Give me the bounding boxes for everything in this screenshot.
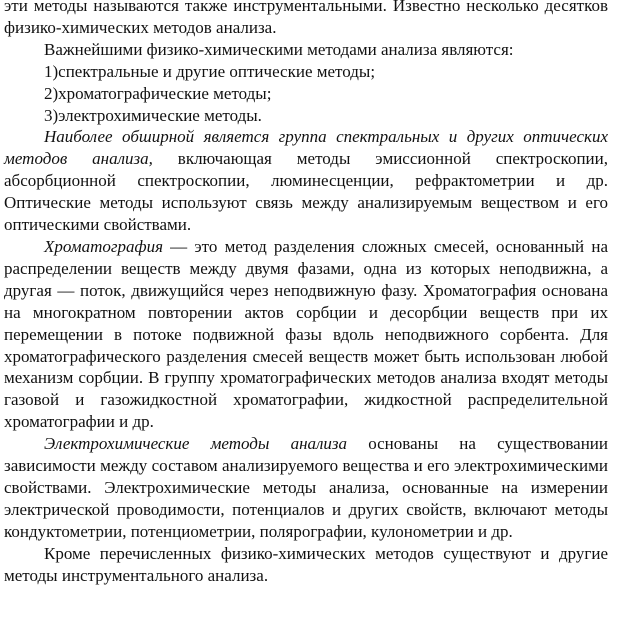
italic-term-optical: Наиболее обширной является группа спектральных и других оптических методов анализа,: [4, 127, 608, 169]
paragraph-chromatography-body: — это метод разделения сложных смесей, основанный на распределении веществ между двумя фазами, одна из которых неподвижна, а другая — поток, движущийся через неподвижную фазу. Хроматография основана на многократном повторении актов сорбции и десорбции веществ при их перемещении в потоке подвижной фазы вдоль неподвижного сорбента. Для хроматографического разделения смесей веществ может быть использован любой механизм сорбции. В группу хроматографических методов анализа входят методы газовой и газожидкостной хроматографии, жидкостной распределительной хроматографии и др.: [4, 236, 608, 432]
paragraph-methods-heading: Важнейшими физико-химическими методами анализа являются:: [44, 39, 514, 59]
paragraph-chromatography: [4, 236, 608, 433]
paragraph-optical-body: включающая методы эмиссионной спектроскопии, абсорбционной спектроскопии, люминесценции, рефрактометрии и др. Оптические методы используют связь между анализируемым веществом и его оптическими свойствами.: [4, 149, 608, 235]
list-item-spectral: 1)спектральные и другие оптические методы;: [44, 61, 376, 81]
paragraph-optical: [4, 126, 608, 236]
paragraph-other-methods: Кроме перечисленных физико-химических методов существуют и другие методы инструментального анализа.: [4, 543, 608, 585]
paragraph-electrochemical: [4, 433, 608, 543]
italic-term-chromatography: Хроматография: [44, 236, 163, 256]
list-item-electrochemical: 3)электрохимические методы.: [44, 105, 262, 125]
list-item-chromatographic: 2)хроматографические методы;: [44, 83, 272, 103]
italic-term-electrochemical: Электрохимические методы анализа: [44, 434, 348, 454]
paragraph-electrochemical-body: основаны на существовании зависимости между составом анализируемого вещества и его электрохимическими свойствами. Электрохимические методы анализа, основанные на измерении электрической проводимости, потенциалов и других свойств, включают методы кондуктометрии, потенциометрии, полярографии, кулонометрии и др.: [4, 434, 609, 541]
paragraph-intro: эти методы называются также инструментальными. Известно несколько десятков физико-химических методов анализа.: [4, 0, 608, 37]
